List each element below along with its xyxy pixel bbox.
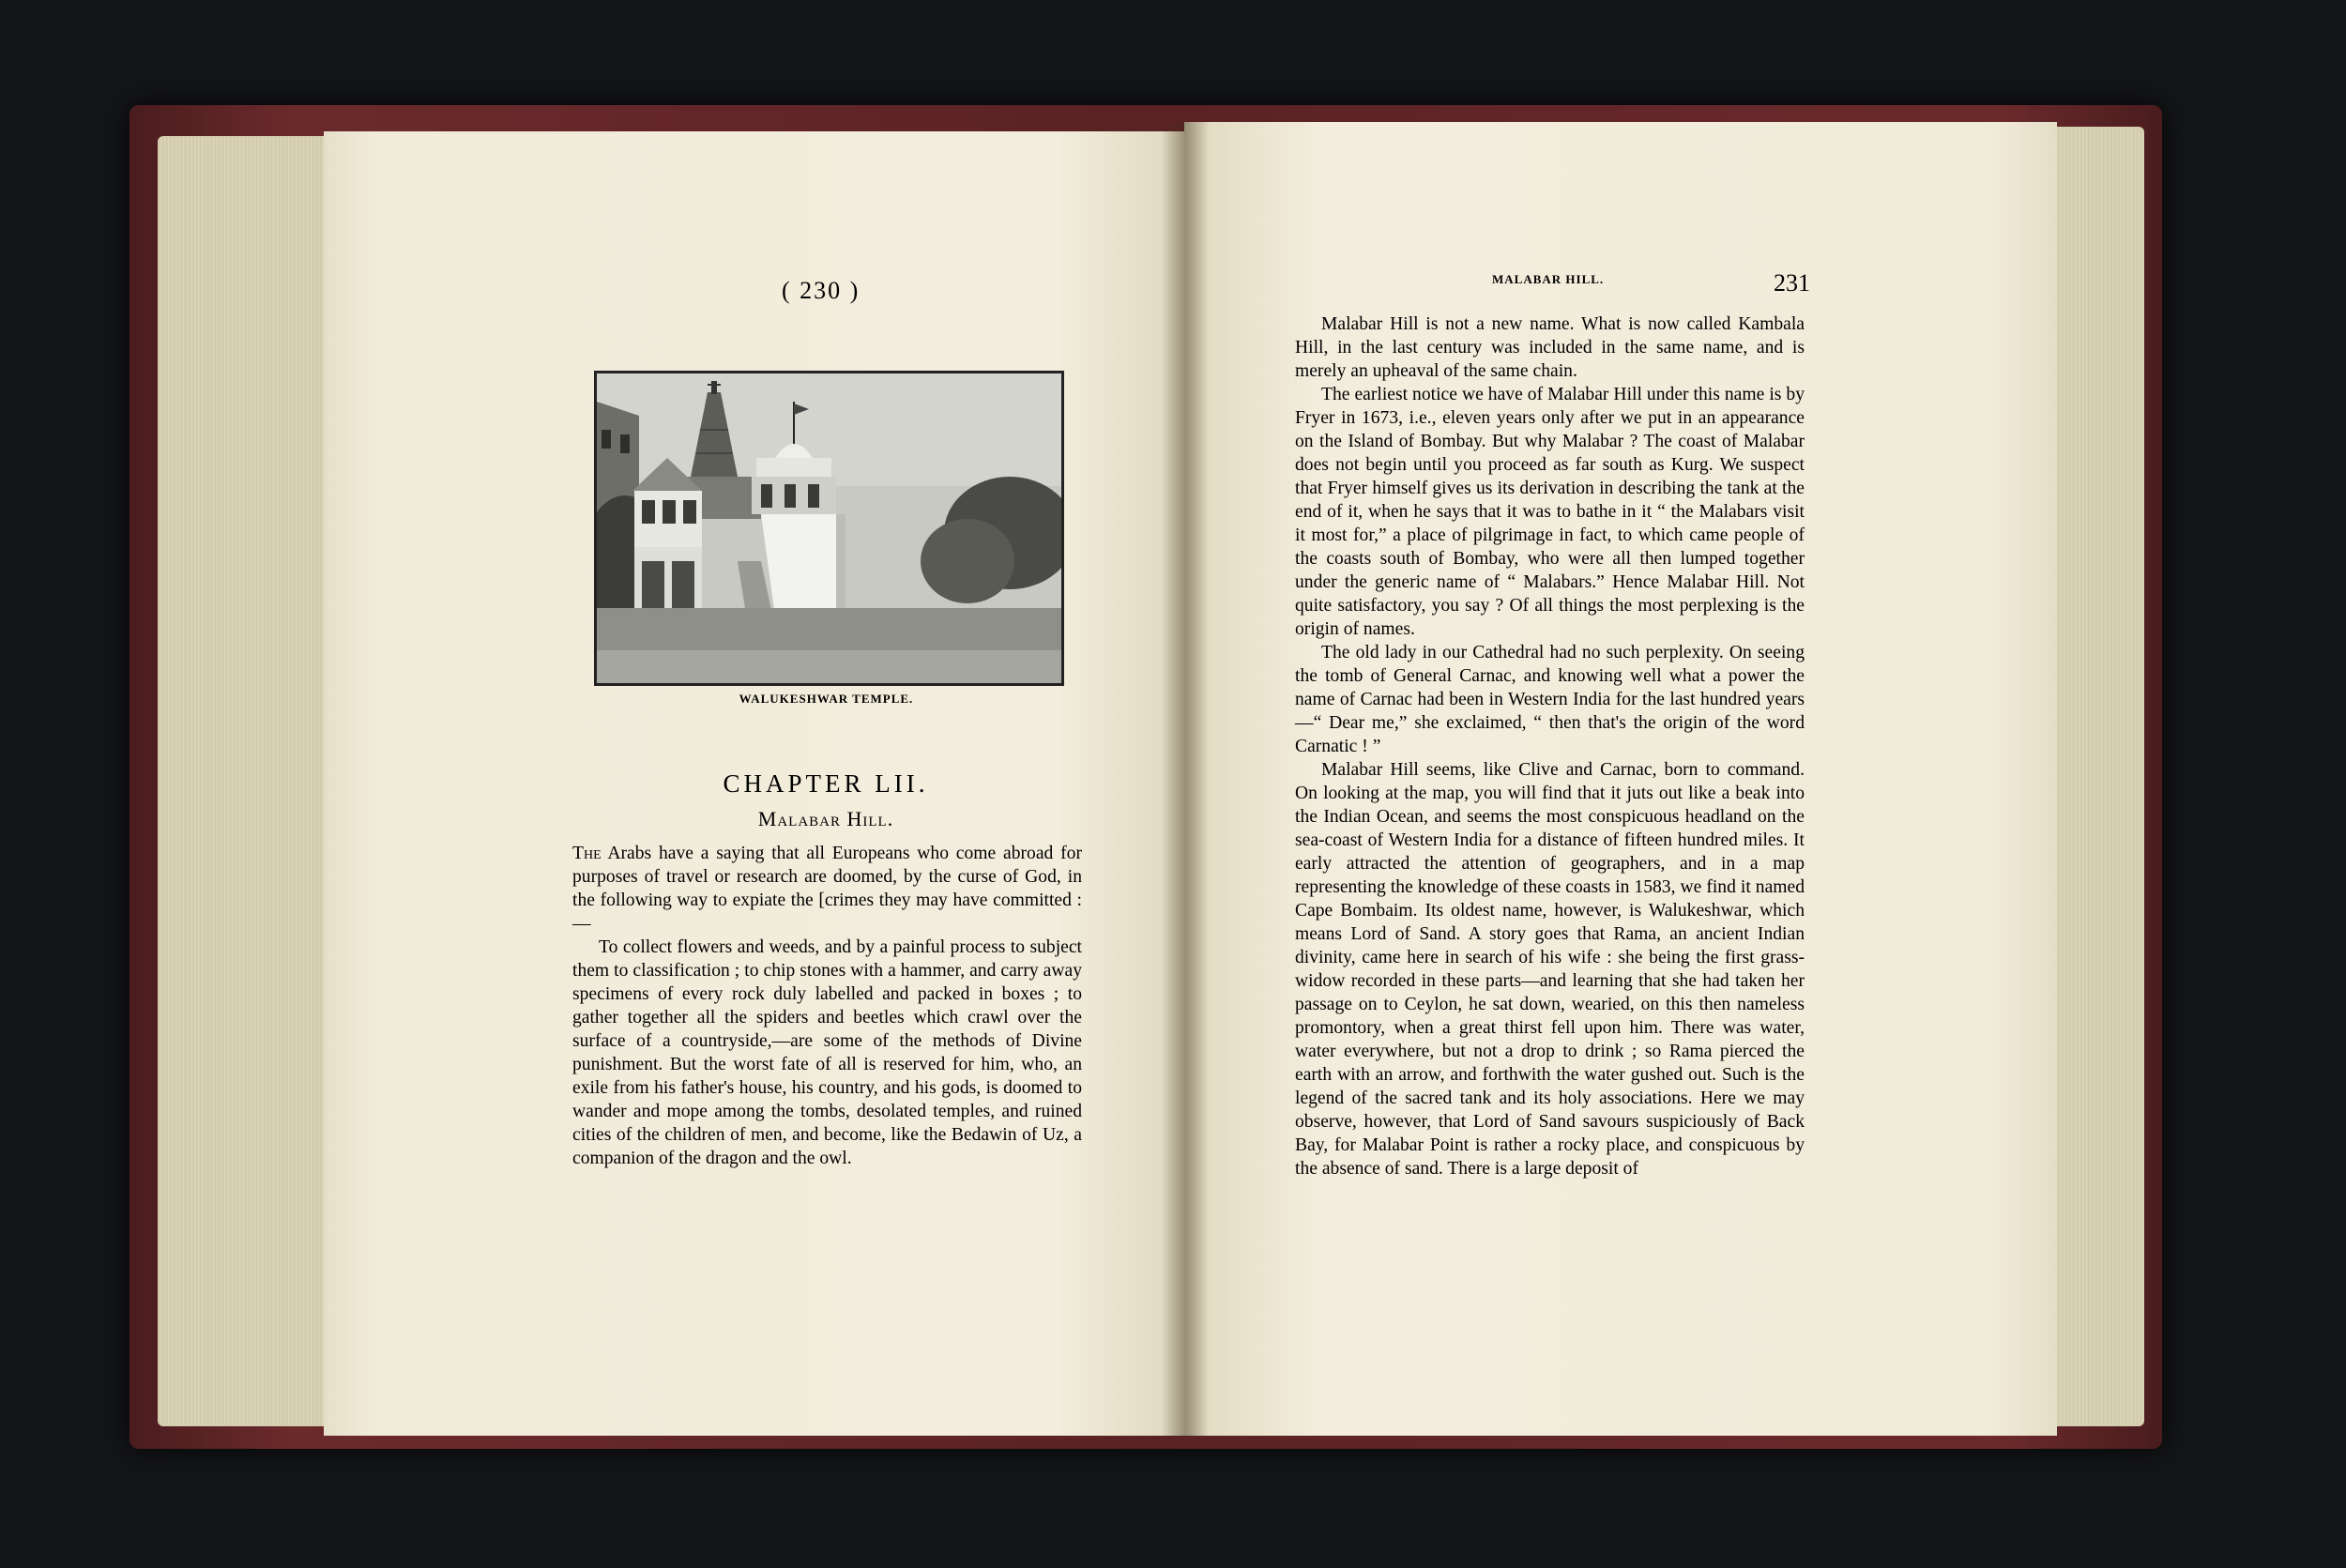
dropcap-word: The: [572, 844, 602, 863]
paragraph: The Arabs have a saying that all Europeans who come abroad for purposes of travel or research are doomed, by the curse of God, in the following way to expiate the [crimes they may have committed :—: [572, 844, 1082, 934]
paragraph: The earliest notice we have of Malabar Hill under this name is by Fryer in 1673, i.e., eleven years only after we put in an appearance on the Island of Bombay. But why Malabar ? The coast of Malabar does not begin until you proceed as far south as Kurg. We suspect that Fryer himself gives us its derivation in describing the tank at the end of it, when he says that it was to bathe in it “ the Malabars visit it most for,” a place of pilgrimage in fact, to which came people of the coasts south of Bombay, who were all then lumped together under the generic name of “ Malabars.” Hence Malabar Hill. Not quite satisfactory, you say ? Of all things the most perplexing is the origin of names.: [1295, 385, 1805, 639]
chapter-subtitle: Malabar Hill.: [757, 807, 894, 830]
page-number-left: ( 230 ): [782, 277, 861, 304]
left-page-body: [572, 842, 1082, 1170]
paragraph: Malabar Hill is not a new name. What is now called Kambala Hill, in the last century was included in the same name, and is merely an upheaval of the same chain.: [1295, 314, 1805, 381]
paragraph: Malabar Hill seems, like Clive and Carnac, born to command. On looking at the map, you will find that it juts out like a beak into the Indian Ocean, and seems the most conspicuous headland on the sea-coast of Western India for a distance of fifteen hundred miles. It early attracted the attention of geographers, and in a map representing the knowledge of these coasts in 1583, we find it named Cape Bombaim. Its oldest name, however, is Walukeshwar, which means Lord of Sand. A story goes that Rama, an ancient Indian divinity, came here in search of his wife : she being the first grass-widow recorded in these parts—and learning that she had taken her passage on to Ceylon, he sat down, wearied, on this then nameless promontory, when a great thirst fell upon him. There was water, water everywhere, but not a drop to drink ; so Rama pierced the earth with an arrow, and forthwith the water gushed out. Such is the legend of the sacred tank and its holy associations. Here we may observe, however, that Lord of Sand savours suspiciously of Back Bay, for Malabar Point is rather a rocky place, and conspicuous by the absence of sand. There is a large deposit of: [1295, 760, 1805, 1179]
paragraph: The old lady in our Cathedral had no such perplexity. On seeing the tomb of General Carnac, and knowing well what a power the name of Carnac had been in Western India for the last hundred years—“ Dear me,” she exclaimed, “ then that's the origin of the word Carnatic ! ”: [1295, 643, 1805, 756]
page-edges-right: [2046, 127, 2144, 1426]
running-head: MALABAR HILL.: [1492, 272, 1605, 286]
page-number-right: 231: [1774, 269, 1810, 297]
right-page-body: [1295, 312, 1805, 1180]
temple-photograph: [594, 371, 1064, 686]
chapter-title: CHAPTER LII.: [723, 769, 929, 798]
plate-caption: WALUKESHWAR TEMPLE.: [739, 692, 914, 706]
page-edges-left: [158, 136, 336, 1426]
book-gutter: [1162, 122, 1209, 1436]
paragraph: To collect flowers and weeds, and by a painful process to subject them to classification ; to chip stones with a hammer, and carry away specimens of every rock duly labelled and packed in boxes ; to gather together all the spiders and beetles which crawl over the surface of a countryside,—are some of the methods of Divine punishment. But the worst fate of all is reserved for him, who, an exile from his father's house, his country, and his gods, is doomed to wander and mope among the tombs, desolated temples, and ruined cities of the children of men, and become, like the Bedawin of Uz, a companion of the dragon and the owl.: [572, 937, 1082, 1168]
